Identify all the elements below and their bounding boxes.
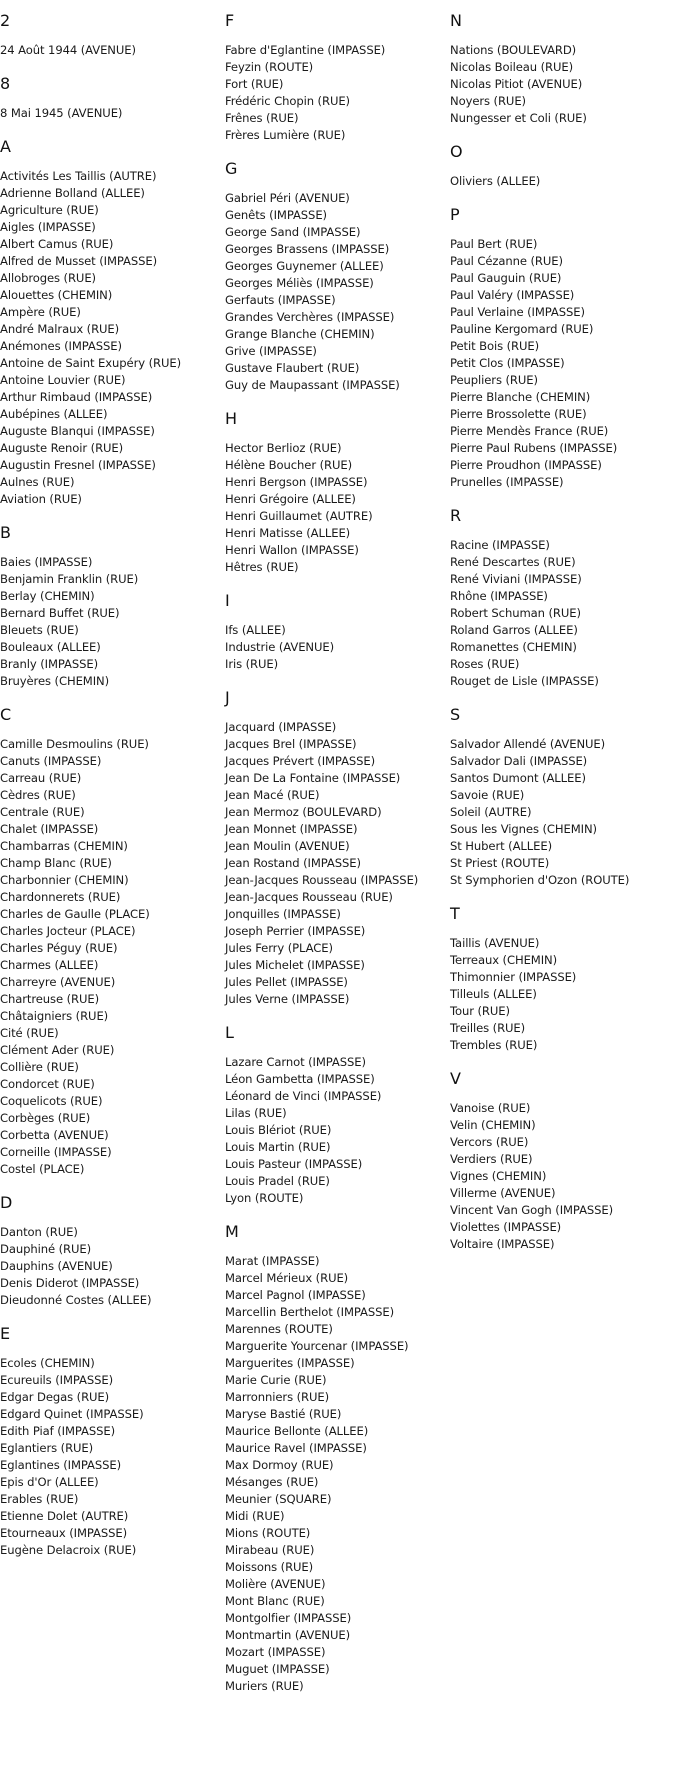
street-link[interactable]: Marennes (ROUTE) xyxy=(225,1322,333,1336)
street-link[interactable]: Savoie (RUE) xyxy=(450,788,525,802)
street-link[interactable]: Georges Méliès (IMPASSE) xyxy=(225,276,374,290)
street-link[interactable]: Aubépines (ALLEE) xyxy=(0,407,108,421)
street-link[interactable]: Chambarras (CHEMIN) xyxy=(0,839,128,853)
street-link[interactable]: Bleuets (RUE) xyxy=(0,623,79,637)
letter-section xyxy=(450,1068,675,1253)
letter-section xyxy=(225,687,450,1008)
street-index-column-1 xyxy=(0,0,225,1559)
letter-heading: 2 xyxy=(0,11,11,30)
street-link[interactable]: Antoine Louvier (RUE) xyxy=(0,373,126,387)
street-link[interactable]: George Sand (IMPASSE) xyxy=(225,225,361,239)
street-link[interactable]: Etienne Dolet (AUTRE) xyxy=(0,1509,129,1523)
street-link[interactable]: Lilas (RUE) xyxy=(225,1106,287,1120)
street-link[interactable]: Charmes (ALLEE) xyxy=(0,958,99,972)
street-link[interactable]: Dauphiné (RUE) xyxy=(0,1242,91,1256)
street-link[interactable]: Jean Macé (RUE) xyxy=(225,788,320,802)
letter-section xyxy=(225,408,450,576)
street-link[interactable]: Gabriel Péri (AVENUE) xyxy=(225,191,350,205)
street-link[interactable]: Jacques Prévert (IMPASSE) xyxy=(225,754,376,768)
street-link[interactable]: Frédéric Chopin (RUE) xyxy=(225,94,350,108)
street-link[interactable]: Marat (IMPASSE) xyxy=(225,1254,320,1268)
street-link[interactable]: Racine (IMPASSE) xyxy=(450,538,550,552)
street-link[interactable]: Charles de Gaulle (PLACE) xyxy=(0,907,150,921)
street-link[interactable]: Sous les Vignes (CHEMIN) xyxy=(450,822,597,836)
street-link[interactable]: Petit Bois (RUE) xyxy=(450,339,540,353)
letter-heading: L xyxy=(225,1023,234,1042)
street-link[interactable]: Marronniers (RUE) xyxy=(225,1390,330,1404)
street-link[interactable]: Bruyères (CHEMIN) xyxy=(0,674,110,688)
street-link[interactable]: Frères Lumière (RUE) xyxy=(225,128,346,142)
street-link[interactable]: Oliviers (ALLEE) xyxy=(450,174,541,188)
street-link[interactable]: Baies (IMPASSE) xyxy=(0,555,93,569)
street-link[interactable]: Edgar Degas (RUE) xyxy=(0,1390,110,1404)
letter-section xyxy=(225,158,450,394)
street-link[interactable]: Pierre Mendès France (RUE) xyxy=(450,424,609,438)
street-link[interactable]: Marcellin Berthelot (IMPASSE) xyxy=(225,1305,395,1319)
letter-heading: M xyxy=(225,1222,239,1241)
street-link[interactable]: André Malraux (RUE) xyxy=(0,322,120,336)
street-link[interactable]: Gustave Flaubert (RUE) xyxy=(225,361,360,375)
letter-section xyxy=(0,1323,225,1559)
letter-section xyxy=(450,505,675,690)
letter-heading: C xyxy=(0,705,12,724)
street-link[interactable]: Verdiers (RUE) xyxy=(450,1152,533,1166)
street-link[interactable]: Paul Valéry (IMPASSE) xyxy=(450,288,575,302)
street-link[interactable]: Paul Gauguin (RUE) xyxy=(450,271,562,285)
street-link[interactable]: Pierre Brossolette (RUE) xyxy=(450,407,587,421)
letter-heading: P xyxy=(450,205,460,224)
street-link[interactable]: Ifs (ALLEE) xyxy=(225,623,286,637)
letter-heading: I xyxy=(225,591,230,610)
street-link[interactable]: Marcel Pagnol (IMPASSE) xyxy=(225,1288,366,1302)
street-link[interactable]: Pierre Paul Rubens (IMPASSE) xyxy=(450,441,618,455)
street-link[interactable]: Industrie (AVENUE) xyxy=(225,640,335,654)
letter-heading: S xyxy=(450,705,461,724)
street-link[interactable]: Prunelles (IMPASSE) xyxy=(450,475,564,489)
street-link[interactable]: Feyzin (ROUTE) xyxy=(225,60,314,74)
letter-heading: R xyxy=(450,506,462,525)
street-link[interactable]: Charles Jocteur (PLACE) xyxy=(0,924,136,938)
letter-heading: F xyxy=(225,11,235,30)
street-link[interactable]: Benjamin Franklin (RUE) xyxy=(0,572,139,586)
street-link[interactable]: Louis Pasteur (IMPASSE) xyxy=(225,1157,363,1171)
letter-section xyxy=(450,903,675,1054)
street-link[interactable]: Vignes (CHEMIN) xyxy=(450,1169,547,1183)
street-link[interactable]: Jules Verne (IMPASSE) xyxy=(225,992,350,1006)
street-link[interactable]: Edith Piaf (IMPASSE) xyxy=(0,1424,116,1438)
street-link[interactable]: Villerme (AVENUE) xyxy=(450,1186,556,1200)
letter-heading: T xyxy=(450,904,460,923)
street-link[interactable]: Henri Bergson (IMPASSE) xyxy=(225,475,368,489)
street-link[interactable]: Rhône (IMPASSE) xyxy=(450,589,548,603)
street-link[interactable]: Bouleaux (ALLEE) xyxy=(0,640,101,654)
street-link[interactable]: Jean Rostand (IMPASSE) xyxy=(225,856,361,870)
street-link[interactable]: Auguste Renoir (RUE) xyxy=(0,441,124,455)
street-link[interactable]: Lyon (ROUTE) xyxy=(225,1191,304,1205)
street-link[interactable]: Louis Martin (RUE) xyxy=(225,1140,331,1154)
street-link[interactable]: Aulnes (RUE) xyxy=(0,475,75,489)
street-link[interactable]: Vincent Van Gogh (IMPASSE) xyxy=(450,1203,614,1217)
street-link[interactable]: Grange Blanche (CHEMIN) xyxy=(225,327,375,341)
street-link[interactable]: Vercors (RUE) xyxy=(450,1135,529,1149)
street-link[interactable]: Paul Cézanne (RUE) xyxy=(450,254,563,268)
street-link[interactable]: Auguste Blanqui (IMPASSE) xyxy=(0,424,155,438)
street-link[interactable]: Camille Desmoulins (RUE) xyxy=(0,737,149,751)
street-link[interactable]: Edgard Quinet (IMPASSE) xyxy=(0,1407,144,1421)
street-link[interactable]: Jean De La Fontaine (IMPASSE) xyxy=(225,771,401,785)
street-index-column-2 xyxy=(225,0,450,1695)
street-link[interactable]: Roses (RUE) xyxy=(450,657,520,671)
street-link[interactable]: Mirabeau (RUE) xyxy=(225,1543,315,1557)
street-link[interactable]: St Priest (ROUTE) xyxy=(450,856,550,870)
street-link[interactable]: Fort (RUE) xyxy=(225,77,284,91)
street-link[interactable]: Moissons (RUE) xyxy=(225,1560,314,1574)
street-link[interactable]: Mésanges (RUE) xyxy=(225,1475,319,1489)
street-link[interactable]: Georges Guynemer (ALLEE) xyxy=(225,259,384,273)
street-link[interactable]: Mozart (IMPASSE) xyxy=(225,1645,326,1659)
street-link[interactable]: Antoine de Saint Exupéry (RUE) xyxy=(0,356,182,370)
street-link[interactable]: Albert Camus (RUE) xyxy=(0,237,114,251)
street-link[interactable]: Nations (BOULEVARD) xyxy=(450,43,577,57)
street-link[interactable]: Jean Monnet (IMPASSE) xyxy=(225,822,358,836)
letter-heading: B xyxy=(0,523,11,542)
street-link[interactable]: Roland Garros (ALLEE) xyxy=(450,623,578,637)
street-link[interactable]: Hélène Boucher (RUE) xyxy=(225,458,352,472)
street-link[interactable]: Aigles (IMPASSE) xyxy=(0,220,96,234)
street-link[interactable]: Berlay (CHEMIN) xyxy=(0,589,95,603)
street-link[interactable]: Eglantiers (RUE) xyxy=(0,1441,94,1455)
street-link[interactable]: Paul Bert (RUE) xyxy=(450,237,538,251)
street-link[interactable]: Frênes (RUE) xyxy=(225,111,299,125)
street-link[interactable]: Marguerite Yourcenar (IMPASSE) xyxy=(225,1339,409,1353)
street-link[interactable]: Collière (RUE) xyxy=(0,1060,79,1074)
street-link[interactable]: Henri Guillaumet (AUTRE) xyxy=(225,509,373,523)
letter-section xyxy=(0,1192,225,1309)
street-link[interactable]: René Descartes (RUE) xyxy=(450,555,576,569)
street-link[interactable]: Jules Ferry (PLACE) xyxy=(225,941,333,955)
street-link[interactable]: Ampère (RUE) xyxy=(0,305,81,319)
street-link[interactable]: Henri Wallon (IMPASSE) xyxy=(225,543,359,557)
street-link[interactable]: Montmartin (AVENUE) xyxy=(225,1628,351,1642)
street-link[interactable]: Chalet (IMPASSE) xyxy=(0,822,99,836)
street-link[interactable]: Dauphins (AVENUE) xyxy=(0,1259,113,1273)
letter-heading: H xyxy=(225,409,238,428)
street-link[interactable]: Condorcet (RUE) xyxy=(0,1077,95,1091)
street-link[interactable]: Joseph Perrier (IMPASSE) xyxy=(225,924,366,938)
street-link[interactable]: Taillis (AVENUE) xyxy=(450,936,540,950)
letter-section xyxy=(450,204,675,491)
street-link[interactable]: Agriculture (RUE) xyxy=(0,203,99,217)
street-link[interactable]: Augustin Fresnel (IMPASSE) xyxy=(0,458,156,472)
street-link[interactable]: Salvador Dali (IMPASSE) xyxy=(450,754,588,768)
street-link[interactable]: Muriers (RUE) xyxy=(225,1679,304,1693)
letter-heading: O xyxy=(450,142,463,161)
letter-section xyxy=(225,590,450,673)
street-link[interactable]: Coquelicots (RUE) xyxy=(0,1094,103,1108)
street-link[interactable]: Louis Pradel (RUE) xyxy=(225,1174,330,1188)
street-link[interactable]: Violettes (IMPASSE) xyxy=(450,1220,562,1234)
street-link[interactable]: Maryse Bastié (RUE) xyxy=(225,1407,342,1421)
street-link[interactable]: Marguerites (IMPASSE) xyxy=(225,1356,355,1370)
street-link[interactable]: Trembles (RUE) xyxy=(450,1038,538,1052)
street-link[interactable]: Molière (AVENUE) xyxy=(225,1577,326,1591)
letter-heading: J xyxy=(225,688,230,707)
street-link[interactable]: Maurice Ravel (IMPASSE) xyxy=(225,1441,367,1455)
street-link[interactable]: Corneille (IMPASSE) xyxy=(0,1145,112,1159)
street-link[interactable]: Noyers (RUE) xyxy=(450,94,526,108)
street-link[interactable]: Jean-Jacques Rousseau (RUE) xyxy=(225,890,393,904)
street-link[interactable]: Anémones (IMPASSE) xyxy=(0,339,122,353)
street-link[interactable]: Charreyre (AVENUE) xyxy=(0,975,116,989)
street-link[interactable]: Max Dormoy (RUE) xyxy=(225,1458,334,1472)
street-link[interactable]: Châtaigniers (RUE) xyxy=(0,1009,109,1023)
street-link[interactable]: Tilleuls (ALLEE) xyxy=(450,987,537,1001)
street-link[interactable]: Costel (PLACE) xyxy=(0,1162,85,1176)
street-link[interactable]: Bernard Buffet (RUE) xyxy=(0,606,120,620)
street-link[interactable]: Nicolas Pitiot (AVENUE) xyxy=(450,77,583,91)
street-link[interactable]: Muguet (IMPASSE) xyxy=(225,1662,330,1676)
street-link[interactable]: Corbèges (RUE) xyxy=(0,1111,91,1125)
street-link[interactable]: Jean-Jacques Rousseau (IMPASSE) xyxy=(225,873,419,887)
street-link[interactable]: Aviation (RUE) xyxy=(0,492,82,506)
street-link[interactable]: Etourneaux (IMPASSE) xyxy=(0,1526,128,1540)
letter-section xyxy=(450,10,675,127)
street-link[interactable]: Marcel Mérieux (RUE) xyxy=(225,1271,349,1285)
street-link[interactable]: Treilles (RUE) xyxy=(450,1021,526,1035)
street-link[interactable]: Marie Curie (RUE) xyxy=(225,1373,327,1387)
letter-heading: D xyxy=(0,1193,13,1212)
letter-section xyxy=(225,1022,450,1207)
street-link[interactable]: Canuts (IMPASSE) xyxy=(0,754,102,768)
letter-section xyxy=(0,73,225,122)
street-link[interactable]: Ecoles (CHEMIN) xyxy=(0,1356,95,1370)
letter-section xyxy=(225,10,450,144)
street-link[interactable]: Genêts (IMPASSE) xyxy=(225,208,327,222)
street-link[interactable]: Santos Dumont (ALLEE) xyxy=(450,771,586,785)
letter-section xyxy=(0,10,225,59)
street-link[interactable]: Alfred de Musset (IMPASSE) xyxy=(0,254,157,268)
street-link[interactable]: Peupliers (RUE) xyxy=(450,373,538,387)
street-link[interactable]: Jules Pellet (IMPASSE) xyxy=(225,975,348,989)
letter-heading: E xyxy=(0,1324,11,1343)
street-link[interactable]: Corbetta (AVENUE) xyxy=(0,1128,109,1142)
street-link[interactable]: Jacquard (IMPASSE) xyxy=(225,720,337,734)
letter-section xyxy=(0,522,225,690)
street-link[interactable]: Thimonnier (IMPASSE) xyxy=(450,970,577,984)
street-link[interactable]: Voltaire (IMPASSE) xyxy=(450,1237,555,1251)
street-link[interactable]: Epis d'Or (ALLEE) xyxy=(0,1475,99,1489)
street-link[interactable]: Montgolfier (IMPASSE) xyxy=(225,1611,352,1625)
street-link[interactable]: Henri Grégoire (ALLEE) xyxy=(225,492,356,506)
letter-section xyxy=(225,1221,450,1695)
street-link[interactable]: Guy de Maupassant (IMPASSE) xyxy=(225,378,400,392)
street-link[interactable]: René Viviani (IMPASSE) xyxy=(450,572,582,586)
street-link[interactable]: Tour (RUE) xyxy=(450,1004,510,1018)
street-link[interactable]: Georges Brassens (IMPASSE) xyxy=(225,242,390,256)
street-link[interactable]: Rouget de Lisle (IMPASSE) xyxy=(450,674,599,688)
letter-section xyxy=(0,704,225,1178)
street-link[interactable]: Léonard de Vinci (IMPASSE) xyxy=(225,1089,382,1103)
street-link[interactable]: Midi (RUE) xyxy=(225,1509,285,1523)
street-link[interactable]: Vanoise (RUE) xyxy=(450,1101,531,1115)
street-link[interactable]: Meunier (SQUARE) xyxy=(225,1492,332,1506)
street-link[interactable]: Robert Schuman (RUE) xyxy=(450,606,581,620)
street-link[interactable]: Fabre d'Eglantine (IMPASSE) xyxy=(225,43,386,57)
street-link[interactable]: St Hubert (ALLEE) xyxy=(450,839,552,853)
street-link[interactable]: Cèdres (RUE) xyxy=(0,788,76,802)
street-link[interactable]: Danton (RUE) xyxy=(0,1225,78,1239)
street-link[interactable]: Léon Gambetta (IMPASSE) xyxy=(225,1072,375,1086)
letter-heading: G xyxy=(225,159,238,178)
street-link[interactable]: Nungesser et Coli (RUE) xyxy=(450,111,587,125)
street-index-column-3 xyxy=(450,0,675,1253)
street-link[interactable]: Jacques Brel (IMPASSE) xyxy=(225,737,357,751)
street-link[interactable]: Charbonnier (CHEMIN) xyxy=(0,873,129,887)
street-link[interactable]: Activités Les Taillis (AUTRE) xyxy=(0,169,157,183)
street-link[interactable]: Paul Verlaine (IMPASSE) xyxy=(450,305,585,319)
street-link[interactable]: 24 Août 1944 (AVENUE) xyxy=(0,43,136,57)
street-link[interactable]: Romanettes (CHEMIN) xyxy=(450,640,577,654)
street-link[interactable]: Denis Diderot (IMPASSE) xyxy=(0,1276,140,1290)
street-link[interactable]: Soleil (AUTRE) xyxy=(450,805,532,819)
street-link[interactable]: Adrienne Bolland (ALLEE) xyxy=(0,186,145,200)
street-link[interactable]: Pauline Kergomard (RUE) xyxy=(450,322,594,336)
street-link[interactable]: Chartreuse (RUE) xyxy=(0,992,100,1006)
street-link[interactable]: Grive (IMPASSE) xyxy=(225,344,317,358)
street-link[interactable]: St Symphorien d'Ozon (ROUTE) xyxy=(450,873,630,887)
street-link[interactable]: Lazare Carnot (IMPASSE) xyxy=(225,1055,366,1069)
street-link[interactable]: Iris (RUE) xyxy=(225,657,279,671)
street-link[interactable]: Terreaux (CHEMIN) xyxy=(450,953,558,967)
street-link[interactable]: Pierre Blanche (CHEMIN) xyxy=(450,390,591,404)
street-link[interactable]: Hêtres (RUE) xyxy=(225,560,299,574)
street-link[interactable]: Erables (RUE) xyxy=(0,1492,79,1506)
street-link[interactable]: Allobroges (RUE) xyxy=(0,271,96,285)
street-link[interactable]: Petit Clos (IMPASSE) xyxy=(450,356,565,370)
street-link[interactable]: Jean Mermoz (BOULEVARD) xyxy=(225,805,382,819)
street-link[interactable]: Henri Matisse (ALLEE) xyxy=(225,526,351,540)
street-link[interactable]: Chardonnerets (RUE) xyxy=(0,890,121,904)
street-link[interactable]: Dieudonné Costes (ALLEE) xyxy=(0,1293,152,1307)
street-link[interactable]: Eglantines (IMPASSE) xyxy=(0,1458,122,1472)
street-link[interactable]: Arthur Rimbaud (IMPASSE) xyxy=(0,390,153,404)
letter-heading: A xyxy=(0,137,11,156)
street-link[interactable]: Alouettes (CHEMIN) xyxy=(0,288,113,302)
street-link[interactable]: Nicolas Boileau (RUE) xyxy=(450,60,573,74)
letter-heading: V xyxy=(450,1069,461,1088)
street-link[interactable]: Cité (RUE) xyxy=(0,1026,59,1040)
street-link[interactable]: Maurice Bellonte (ALLEE) xyxy=(225,1424,369,1438)
street-link[interactable]: Jean Moulin (AVENUE) xyxy=(225,839,350,853)
letter-section xyxy=(0,136,225,508)
street-link[interactable]: Velin (CHEMIN) xyxy=(450,1118,536,1132)
street-link[interactable]: Grandes Verchères (IMPASSE) xyxy=(225,310,395,324)
street-link[interactable]: Champ Blanc (RUE) xyxy=(0,856,112,870)
street-link[interactable]: Pierre Proudhon (IMPASSE) xyxy=(450,458,602,472)
letter-section xyxy=(450,141,675,190)
street-link[interactable]: Branly (IMPASSE) xyxy=(0,657,99,671)
street-link[interactable]: Centrale (RUE) xyxy=(0,805,85,819)
street-link[interactable]: Louis Blériot (RUE) xyxy=(225,1123,332,1137)
street-link[interactable]: Hector Berlioz (RUE) xyxy=(225,441,342,455)
letter-heading: 8 xyxy=(0,74,11,93)
street-link[interactable]: 8 Mai 1945 (AVENUE) xyxy=(0,106,123,120)
street-link[interactable]: Mont Blanc (RUE) xyxy=(225,1594,325,1608)
letter-section xyxy=(450,704,675,889)
street-link[interactable]: Jonquilles (IMPASSE) xyxy=(225,907,341,921)
street-link[interactable]: Eugène Delacroix (RUE) xyxy=(0,1543,137,1557)
street-link[interactable]: Mions (ROUTE) xyxy=(225,1526,311,1540)
letter-heading: N xyxy=(450,11,462,30)
street-link[interactable]: Jules Michelet (IMPASSE) xyxy=(225,958,365,972)
street-link[interactable]: Gerfauts (IMPASSE) xyxy=(225,293,336,307)
street-link[interactable]: Salvador Allendé (AVENUE) xyxy=(450,737,606,751)
street-link[interactable]: Carreau (RUE) xyxy=(0,771,82,785)
street-link[interactable]: Clément Ader (RUE) xyxy=(0,1043,115,1057)
street-link[interactable]: Ecureuils (IMPASSE) xyxy=(0,1373,114,1387)
street-link[interactable]: Charles Péguy (RUE) xyxy=(0,941,118,955)
